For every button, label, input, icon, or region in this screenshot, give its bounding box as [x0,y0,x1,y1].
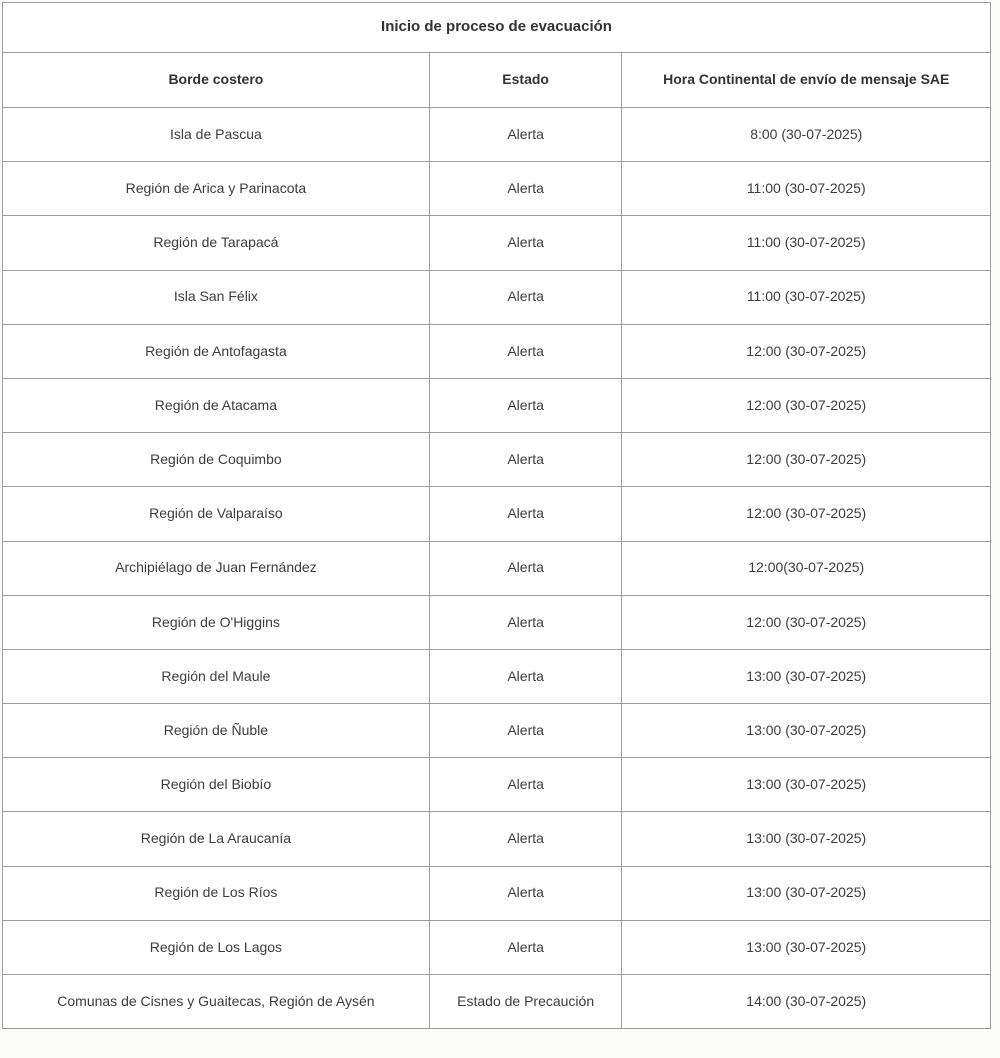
cell-hora-envio-sae: 13:00 (30-07-2025) [622,866,991,920]
cell-hora-envio-sae: 13:00 (30-07-2025) [622,812,991,866]
cell-estado: Alerta [429,866,622,920]
evacuation-table-container [2,2,991,1029]
cell-hora-envio-sae: 12:00 (30-07-2025) [622,433,991,487]
cell-borde-costero: Región de Valparaíso [3,487,430,541]
cell-borde-costero: Archipiélago de Juan Fernández [3,541,430,595]
title-row [3,3,991,53]
cell-borde-costero: Región de Arica y Parinacota [3,162,430,216]
cell-estado: Alerta [429,324,622,378]
table-row [3,649,991,703]
cell-estado: Alerta [429,541,622,595]
cell-borde-costero: Región de Ñuble [3,704,430,758]
cell-borde-costero: Región de Los Lagos [3,920,430,974]
cell-estado: Alerta [429,595,622,649]
cell-estado: Alerta [429,704,622,758]
cell-hora-envio-sae: 11:00 (30-07-2025) [622,216,991,270]
table-row [3,758,991,812]
cell-hora-envio-sae: 13:00 (30-07-2025) [622,920,991,974]
cell-estado: Alerta [429,433,622,487]
table-row [3,812,991,866]
cell-hora-envio-sae: 11:00 (30-07-2025) [622,162,991,216]
evacuation-table [2,2,991,1029]
cell-hora-envio-sae: 11:00 (30-07-2025) [622,270,991,324]
table-body [3,108,991,1029]
cell-borde-costero: Región de Los Ríos [3,866,430,920]
cell-estado: Estado de Precaución [429,975,622,1029]
table-row [3,108,991,162]
cell-borde-costero: Región de Tarapacá [3,216,430,270]
table-row [3,378,991,432]
table-row [3,975,991,1029]
cell-estado: Alerta [429,378,622,432]
cell-estado: Alerta [429,108,622,162]
table-row [3,541,991,595]
cell-estado: Alerta [429,812,622,866]
table-title: Inicio de proceso de evacuación [3,3,991,53]
table-row [3,704,991,758]
table-row [3,433,991,487]
cell-estado: Alerta [429,487,622,541]
cell-hora-envio-sae: 12:00(30-07-2025) [622,541,991,595]
cell-hora-envio-sae: 13:00 (30-07-2025) [622,758,991,812]
cell-estado: Alerta [429,920,622,974]
table-row [3,595,991,649]
column-header-estado: Estado [429,53,622,108]
cell-hora-envio-sae: 14:00 (30-07-2025) [622,975,991,1029]
table-row [3,324,991,378]
cell-hora-envio-sae: 13:00 (30-07-2025) [622,649,991,703]
table-row [3,216,991,270]
cell-borde-costero: Región de Coquimbo [3,433,430,487]
table-row [3,920,991,974]
table-row [3,487,991,541]
cell-borde-costero: Región del Maule [3,649,430,703]
cell-hora-envio-sae: 12:00 (30-07-2025) [622,378,991,432]
cell-borde-costero: Comunas de Cisnes y Guaitecas, Región de Aysén [3,975,430,1029]
cell-hora-envio-sae: 12:00 (30-07-2025) [622,487,991,541]
cell-hora-envio-sae: 12:00 (30-07-2025) [622,324,991,378]
cell-borde-costero: Región de Atacama [3,378,430,432]
cell-borde-costero: Región de Antofagasta [3,324,430,378]
column-header-row [3,53,991,108]
cell-borde-costero: Región de La Araucanía [3,812,430,866]
cell-estado: Alerta [429,216,622,270]
cell-estado: Alerta [429,649,622,703]
cell-hora-envio-sae: 13:00 (30-07-2025) [622,704,991,758]
cell-borde-costero: Región de O'Higgins [3,595,430,649]
cell-borde-costero: Región del Biobío [3,758,430,812]
column-header-borde-costero: Borde costero [3,53,430,108]
cell-hora-envio-sae: 8:00 (30-07-2025) [622,108,991,162]
table-row [3,162,991,216]
cell-hora-envio-sae: 12:00 (30-07-2025) [622,595,991,649]
cell-borde-costero: Isla San Félix [3,270,430,324]
table-row [3,270,991,324]
table-row [3,866,991,920]
cell-estado: Alerta [429,162,622,216]
column-header-hora-envio-sae: Hora Continental de envío de mensaje SAE [622,53,991,108]
cell-estado: Alerta [429,758,622,812]
cell-estado: Alerta [429,270,622,324]
cell-borde-costero: Isla de Pascua [3,108,430,162]
